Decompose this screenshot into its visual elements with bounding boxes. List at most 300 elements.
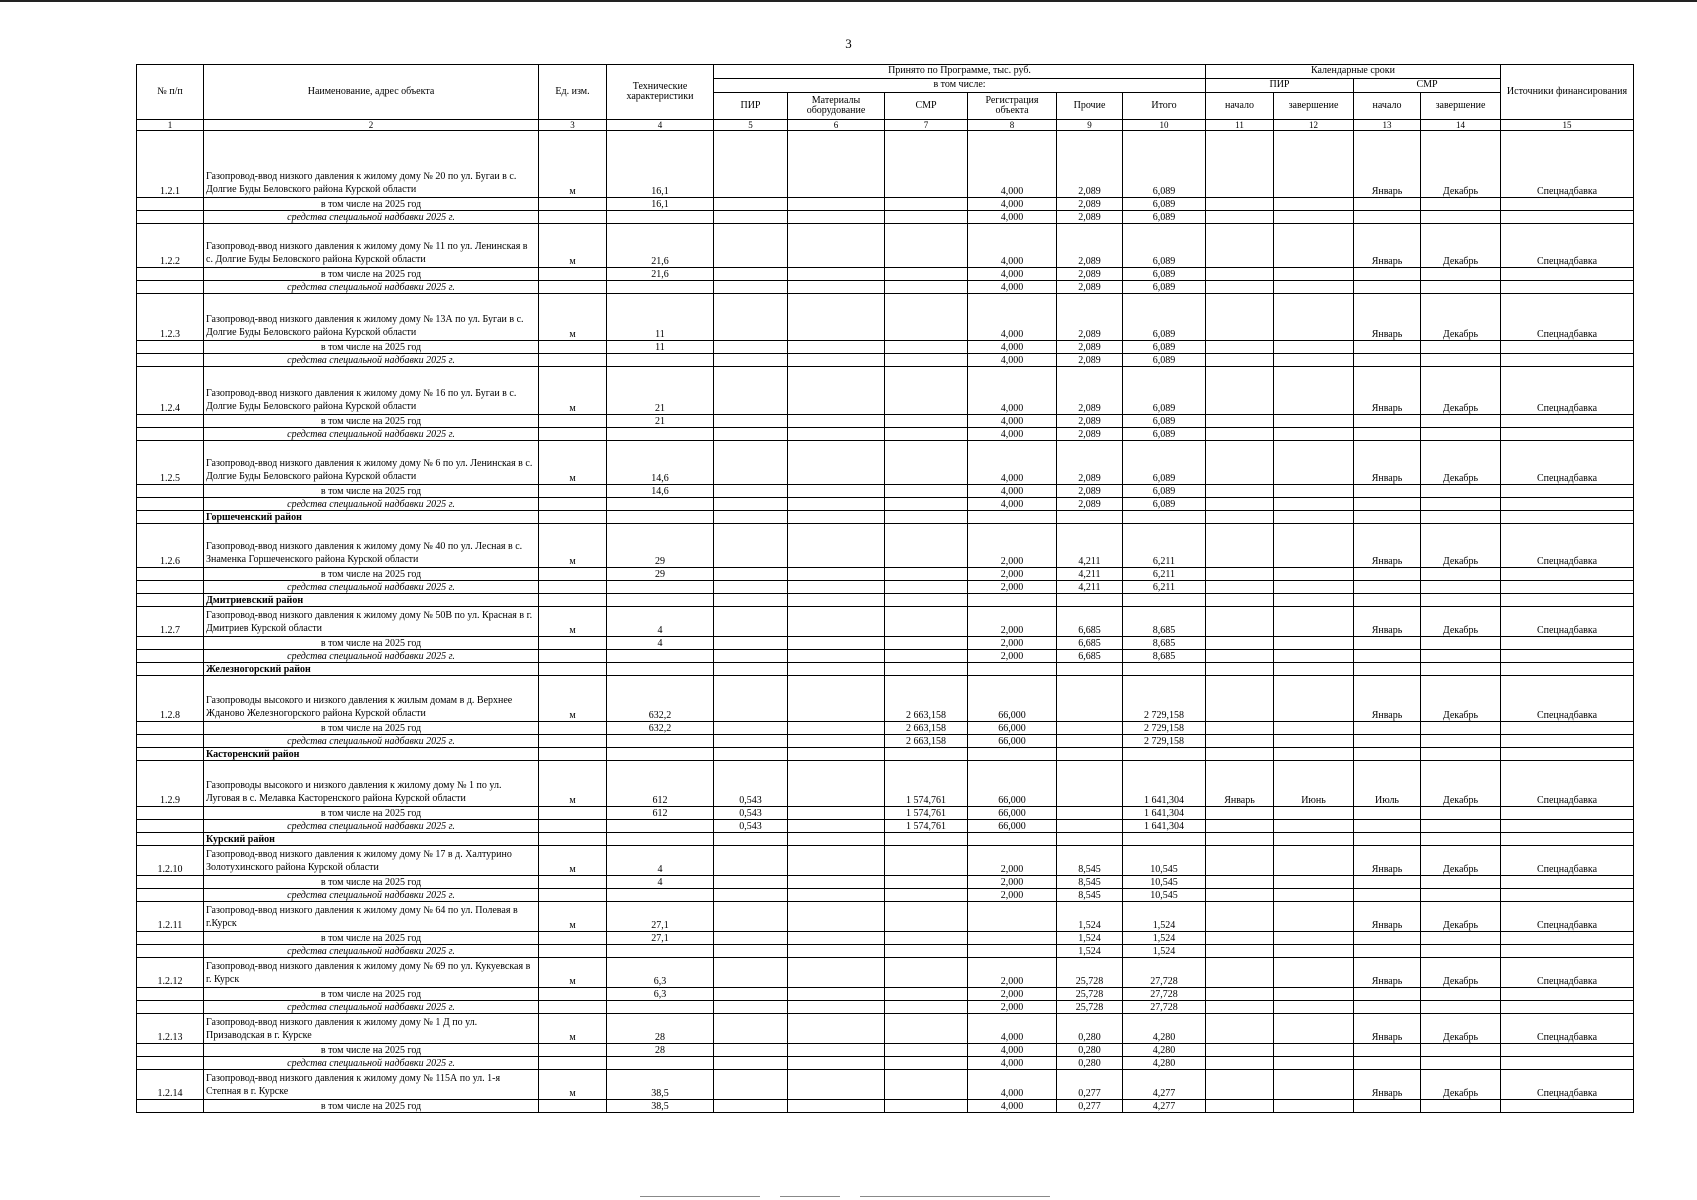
subtotal-2025-row (137, 268, 1634, 281)
cell-empty (1123, 511, 1206, 524)
cell-pir (714, 428, 788, 441)
cell-name: Газопровод-ввод низкого давления к жилому дому № 17 в д. Халтурино Золотухинского района Курской области (204, 846, 539, 876)
cell-empty (1501, 354, 1634, 367)
cell-reg: 4,000 (968, 485, 1057, 498)
cell-num (137, 594, 204, 607)
cell-materials (788, 367, 885, 415)
cell-total: 6,211 (1123, 568, 1206, 581)
cell-smr (885, 1044, 968, 1057)
cell-empty (1206, 807, 1274, 820)
cell-empty (1123, 748, 1206, 761)
cell-smr-start: Январь (1354, 524, 1421, 568)
cell-empty (1206, 722, 1274, 735)
cell-pir-start (1206, 224, 1274, 268)
cell-smr (885, 902, 968, 932)
cell-num: 1.2.6 (137, 524, 204, 568)
cell-materials (788, 650, 885, 663)
cell-smr (885, 568, 968, 581)
cell-empty (1501, 428, 1634, 441)
cell-empty (1354, 876, 1421, 889)
cell-source: Спецнадбавка (1501, 958, 1634, 988)
cell-empty (1274, 932, 1354, 945)
cell-empty (1421, 988, 1501, 1001)
cell-reg: 4,000 (968, 428, 1057, 441)
cell-name: средства специальной надбавки 2025 г. (204, 1001, 539, 1014)
cell-num (137, 354, 204, 367)
cell-tech: 612 (607, 807, 714, 820)
cell-empty (1354, 594, 1421, 607)
cell-empty (1501, 268, 1634, 281)
header-incl: в том числе: (714, 79, 1206, 93)
cell-materials (788, 676, 885, 722)
cell-smr-end: Декабрь (1421, 958, 1501, 988)
cell-empty (1206, 650, 1274, 663)
cell-smr (885, 341, 968, 354)
cell-empty (1274, 568, 1354, 581)
cell-empty (1057, 833, 1123, 846)
cell-materials (788, 211, 885, 224)
cell-materials (788, 988, 885, 1001)
cell-unit: м (539, 294, 607, 341)
cell-num (137, 876, 204, 889)
cell-empty (1274, 889, 1354, 902)
cell-empty (885, 663, 968, 676)
cell-name: Газопровод-ввод низкого давления к жилому дому № 64 по ул. Полевая в г.Курск (204, 902, 539, 932)
cell-other: 6,685 (1057, 650, 1123, 663)
district-row (137, 511, 1634, 524)
cell-unit (539, 650, 607, 663)
cell-reg: 66,000 (968, 820, 1057, 833)
cell-empty (1274, 1057, 1354, 1070)
cell-empty (1354, 1044, 1421, 1057)
cell-empty (1274, 735, 1354, 748)
cell-empty (1206, 1057, 1274, 1070)
cell-empty (714, 594, 788, 607)
cell-unit (539, 1044, 607, 1057)
cell-num: 1.2.14 (137, 1070, 204, 1100)
cell-unit (539, 485, 607, 498)
cell-empty (1354, 988, 1421, 1001)
cell-other: 25,728 (1057, 958, 1123, 988)
cell-total: 1 641,304 (1123, 761, 1206, 807)
cell-other: 4,211 (1057, 581, 1123, 594)
cell-name: в том числе на 2025 год (204, 876, 539, 889)
cell-tech: 632,2 (607, 676, 714, 722)
cell-empty (1057, 748, 1123, 761)
cell-pir (714, 354, 788, 367)
cell-tech: 29 (607, 524, 714, 568)
header-other: Прочие (1057, 93, 1123, 120)
cell-unit (539, 807, 607, 820)
special-fund-row (137, 281, 1634, 294)
cell-tech: 27,1 (607, 932, 714, 945)
cell-name: средства специальной надбавки 2025 г. (204, 498, 539, 511)
cell-empty (1421, 485, 1501, 498)
cell-pir (714, 1044, 788, 1057)
cell-smr (885, 581, 968, 594)
cell-empty (1206, 485, 1274, 498)
cell-smr (885, 945, 968, 958)
cell-tech (607, 735, 714, 748)
cell-pir (714, 211, 788, 224)
cell-empty (1501, 820, 1634, 833)
cell-smr: 2 663,158 (885, 676, 968, 722)
cell-empty (885, 833, 968, 846)
cell-empty (1501, 568, 1634, 581)
cell-total: 27,728 (1123, 958, 1206, 988)
cell-name: Газопроводы высокого и низкого давления к жилому дому № 1 по ул. Луговая в с. Мелавка Касторенского района Курской области (204, 761, 539, 807)
cell-empty (607, 748, 714, 761)
cell-empty (1206, 876, 1274, 889)
cell-empty (1206, 820, 1274, 833)
cell-unit (539, 889, 607, 902)
cell-empty (1274, 354, 1354, 367)
cell-num (137, 889, 204, 902)
cell-other: 8,545 (1057, 846, 1123, 876)
cell-materials (788, 820, 885, 833)
cell-tech: 612 (607, 761, 714, 807)
cell-source: Спецнадбавка (1501, 902, 1634, 932)
cell-other: 1,524 (1057, 902, 1123, 932)
cell-tech: 14,6 (607, 441, 714, 485)
cell-reg: 2,000 (968, 988, 1057, 1001)
cell-total: 6,089 (1123, 131, 1206, 198)
cell-smr: 1 574,761 (885, 807, 968, 820)
cell-total: 1 641,304 (1123, 807, 1206, 820)
header-total: Итого (1123, 93, 1206, 120)
cell-empty (1354, 1100, 1421, 1113)
cell-smr (885, 131, 968, 198)
cell-empty (1421, 594, 1501, 607)
cell-empty (1501, 945, 1634, 958)
cell-unit: м (539, 224, 607, 268)
cell-name: средства специальной надбавки 2025 г. (204, 889, 539, 902)
cell-empty (607, 833, 714, 846)
cell-name: в том числе на 2025 год (204, 637, 539, 650)
cell-smr-start: Январь (1354, 224, 1421, 268)
cell-pir (714, 1100, 788, 1113)
cell-pir (714, 988, 788, 1001)
object-row (137, 902, 1634, 932)
subtotal-2025-row (137, 876, 1634, 889)
cell-pir-end (1274, 607, 1354, 637)
cell-empty (788, 594, 885, 607)
cell-reg: 2,000 (968, 958, 1057, 988)
cell-pir-start (1206, 958, 1274, 988)
cell-empty (1274, 637, 1354, 650)
district-row (137, 663, 1634, 676)
cell-name: в том числе на 2025 год (204, 568, 539, 581)
cell-total: 1,524 (1123, 902, 1206, 932)
cell-unit: м (539, 958, 607, 988)
cell-empty (1274, 650, 1354, 663)
cell-empty (1274, 511, 1354, 524)
cell-empty (968, 511, 1057, 524)
cell-total: 6,089 (1123, 485, 1206, 498)
column-number-row (137, 120, 1634, 131)
cell-unit: м (539, 676, 607, 722)
cell-smr (885, 1070, 968, 1100)
cell-tech (607, 211, 714, 224)
cell-materials (788, 1070, 885, 1100)
cell-materials (788, 1001, 885, 1014)
cell-tech: 28 (607, 1014, 714, 1044)
cell-tech: 632,2 (607, 722, 714, 735)
cell-name: в том числе на 2025 год (204, 415, 539, 428)
cell-name: Газопровод-ввод низкого давления к жилому дому № 50В по ул. Красная в г. Дмитриев Курской области (204, 607, 539, 637)
cell-num (137, 807, 204, 820)
cell-total: 2 729,158 (1123, 676, 1206, 722)
cell-empty (1421, 889, 1501, 902)
cell-total: 8,685 (1123, 637, 1206, 650)
cell-source: Спецнадбавка (1501, 367, 1634, 415)
cell-pir (714, 581, 788, 594)
cell-empty (968, 663, 1057, 676)
cell-name: в том числе на 2025 год (204, 485, 539, 498)
cell-reg: 66,000 (968, 676, 1057, 722)
cell-pir: 0,543 (714, 820, 788, 833)
cell-smr (885, 1001, 968, 1014)
cell-materials (788, 131, 885, 198)
cell-smr (885, 198, 968, 211)
cell-empty (1421, 748, 1501, 761)
special-fund-row (137, 650, 1634, 663)
cell-other: 2,089 (1057, 428, 1123, 441)
cell-empty (1274, 594, 1354, 607)
cell-materials (788, 607, 885, 637)
cell-pir (714, 268, 788, 281)
cell-materials (788, 268, 885, 281)
cell-pir-start (1206, 846, 1274, 876)
cell-total: 6,089 (1123, 498, 1206, 511)
subtotal-2025-row (137, 485, 1634, 498)
cell-reg: 4,000 (968, 1057, 1057, 1070)
cell-pir (714, 846, 788, 876)
cell-num (137, 820, 204, 833)
cell-empty (714, 833, 788, 846)
cell-empty (1206, 428, 1274, 441)
cell-empty (1501, 341, 1634, 354)
cell-name: в том числе на 2025 год (204, 341, 539, 354)
cell-empty (1354, 341, 1421, 354)
cell-empty (1354, 511, 1421, 524)
cell-pir (714, 1014, 788, 1044)
cell-empty (1501, 281, 1634, 294)
cell-empty (1274, 268, 1354, 281)
cell-empty (1421, 1057, 1501, 1070)
object-row (137, 224, 1634, 268)
header-num: № п/п (137, 65, 204, 120)
cell-empty (1501, 889, 1634, 902)
header-sources: Источники финансирования (1501, 65, 1634, 120)
cell-empty (1421, 932, 1501, 945)
cell-empty (1354, 581, 1421, 594)
cell-num (137, 341, 204, 354)
column-number-cell: 2 (204, 120, 539, 131)
cell-total: 6,089 (1123, 441, 1206, 485)
cell-empty (1421, 637, 1501, 650)
cell-num (137, 581, 204, 594)
cell-empty (1354, 663, 1421, 676)
cell-smr-start: Январь (1354, 441, 1421, 485)
cell-num (137, 748, 204, 761)
cell-reg: 2,000 (968, 889, 1057, 902)
cell-unit: м (539, 441, 607, 485)
cell-materials (788, 524, 885, 568)
cell-num (137, 511, 204, 524)
cell-pir-start (1206, 131, 1274, 198)
cell-empty (1354, 428, 1421, 441)
cell-smr-end: Декабрь (1421, 224, 1501, 268)
subtotal-2025-row (137, 722, 1634, 735)
object-row (137, 1070, 1634, 1100)
cell-reg: 2,000 (968, 876, 1057, 889)
cell-empty (1206, 663, 1274, 676)
cell-empty (1274, 211, 1354, 224)
header-end-smr: завершение (1421, 93, 1501, 120)
cell-empty (714, 748, 788, 761)
cell-smr (885, 932, 968, 945)
cell-source: Спецнадбавка (1501, 607, 1634, 637)
cell-name: средства специальной надбавки 2025 г. (204, 354, 539, 367)
cell-name: в том числе на 2025 год (204, 932, 539, 945)
cell-pir (714, 932, 788, 945)
cell-empty (539, 833, 607, 846)
cell-pir (714, 735, 788, 748)
cell-total: 6,089 (1123, 224, 1206, 268)
cell-materials (788, 889, 885, 902)
cell-name: Газопровод-ввод низкого давления к жилому дому № 6 по ул. Ленинская в с. Долгие Буды Беловского района Курской области (204, 441, 539, 485)
cell-total: 10,545 (1123, 876, 1206, 889)
cell-smr-start: Январь (1354, 902, 1421, 932)
column-number-cell: 7 (885, 120, 968, 131)
cell-empty (1421, 568, 1501, 581)
cell-name: Газопровод-ввод низкого давления к жилому дому № 1 Д по ул. Призаводская в г. Курске (204, 1014, 539, 1044)
cell-unit (539, 988, 607, 1001)
cell-other: 6,685 (1057, 637, 1123, 650)
special-fund-row (137, 889, 1634, 902)
cell-smr (885, 224, 968, 268)
cell-empty (1421, 1001, 1501, 1014)
column-number-cell: 3 (539, 120, 607, 131)
cell-tech: 11 (607, 341, 714, 354)
cell-other: 2,089 (1057, 485, 1123, 498)
cell-total: 4,280 (1123, 1057, 1206, 1070)
subtotal-2025-row (137, 568, 1634, 581)
cell-materials (788, 198, 885, 211)
cell-empty (1206, 498, 1274, 511)
cell-empty (1354, 568, 1421, 581)
cell-empty (1354, 485, 1421, 498)
cell-empty (1421, 1044, 1501, 1057)
cell-pir-end: Июнь (1274, 761, 1354, 807)
cell-total: 6,211 (1123, 581, 1206, 594)
district-name: Железногорский район (204, 663, 539, 676)
bottom-mark (860, 1196, 1050, 1197)
cell-other (1057, 761, 1123, 807)
cell-other: 1,524 (1057, 945, 1123, 958)
cell-empty (1421, 341, 1501, 354)
cell-reg: 4,000 (968, 198, 1057, 211)
cell-smr (885, 415, 968, 428)
cell-pir-end (1274, 676, 1354, 722)
subtotal-2025-row (137, 415, 1634, 428)
cell-empty (1421, 415, 1501, 428)
cell-empty (1354, 945, 1421, 958)
cell-empty (1421, 498, 1501, 511)
cell-smr (885, 958, 968, 988)
cell-reg (968, 932, 1057, 945)
cell-num: 1.2.10 (137, 846, 204, 876)
cell-other: 25,728 (1057, 1001, 1123, 1014)
cell-smr-end: Декабрь (1421, 441, 1501, 485)
cell-name: в том числе на 2025 год (204, 198, 539, 211)
cell-tech: 28 (607, 1044, 714, 1057)
cell-empty (607, 594, 714, 607)
cell-pir-end (1274, 902, 1354, 932)
cell-empty (1057, 511, 1123, 524)
cell-pir (714, 441, 788, 485)
cell-empty (788, 748, 885, 761)
cell-name: средства специальной надбавки 2025 г. (204, 428, 539, 441)
cell-pir-start (1206, 1070, 1274, 1100)
cell-tech: 21,6 (607, 224, 714, 268)
cell-smr-end: Декабрь (1421, 131, 1501, 198)
cell-other: 2,089 (1057, 268, 1123, 281)
cell-empty (1206, 889, 1274, 902)
cell-pir (714, 889, 788, 902)
cell-empty (1274, 1001, 1354, 1014)
cell-other: 2,089 (1057, 354, 1123, 367)
cell-empty (1354, 637, 1421, 650)
cell-source: Спецнадбавка (1501, 294, 1634, 341)
cell-num: 1.2.9 (137, 761, 204, 807)
header-materials: Материалы оборудование (788, 93, 885, 120)
cell-name: в том числе на 2025 год (204, 807, 539, 820)
cell-other: 0,280 (1057, 1044, 1123, 1057)
cell-tech: 4 (607, 607, 714, 637)
cell-materials (788, 1100, 885, 1113)
cell-smr-end: Декабрь (1421, 1070, 1501, 1100)
cell-empty (1501, 511, 1634, 524)
cell-unit (539, 415, 607, 428)
cell-materials (788, 761, 885, 807)
header-start-smr: начало (1354, 93, 1421, 120)
district-row (137, 748, 1634, 761)
column-number-cell: 11 (1206, 120, 1274, 131)
cell-reg: 4,000 (968, 1070, 1057, 1100)
cell-empty (1206, 594, 1274, 607)
cell-pir (714, 876, 788, 889)
cell-total: 6,089 (1123, 354, 1206, 367)
cell-total: 2 729,158 (1123, 735, 1206, 748)
table-body (137, 131, 1634, 1113)
cell-empty (1421, 650, 1501, 663)
district-name: Дмитриевский район (204, 594, 539, 607)
cell-reg: 66,000 (968, 761, 1057, 807)
cell-source: Спецнадбавка (1501, 676, 1634, 722)
cell-smr (885, 294, 968, 341)
cell-empty (1354, 268, 1421, 281)
cell-materials (788, 224, 885, 268)
cell-reg: 2,000 (968, 846, 1057, 876)
cell-num (137, 1057, 204, 1070)
cell-pir-end (1274, 524, 1354, 568)
cell-empty (1421, 807, 1501, 820)
cell-reg: 4,000 (968, 268, 1057, 281)
cell-name: в том числе на 2025 год (204, 988, 539, 1001)
cell-name: средства специальной надбавки 2025 г. (204, 1057, 539, 1070)
